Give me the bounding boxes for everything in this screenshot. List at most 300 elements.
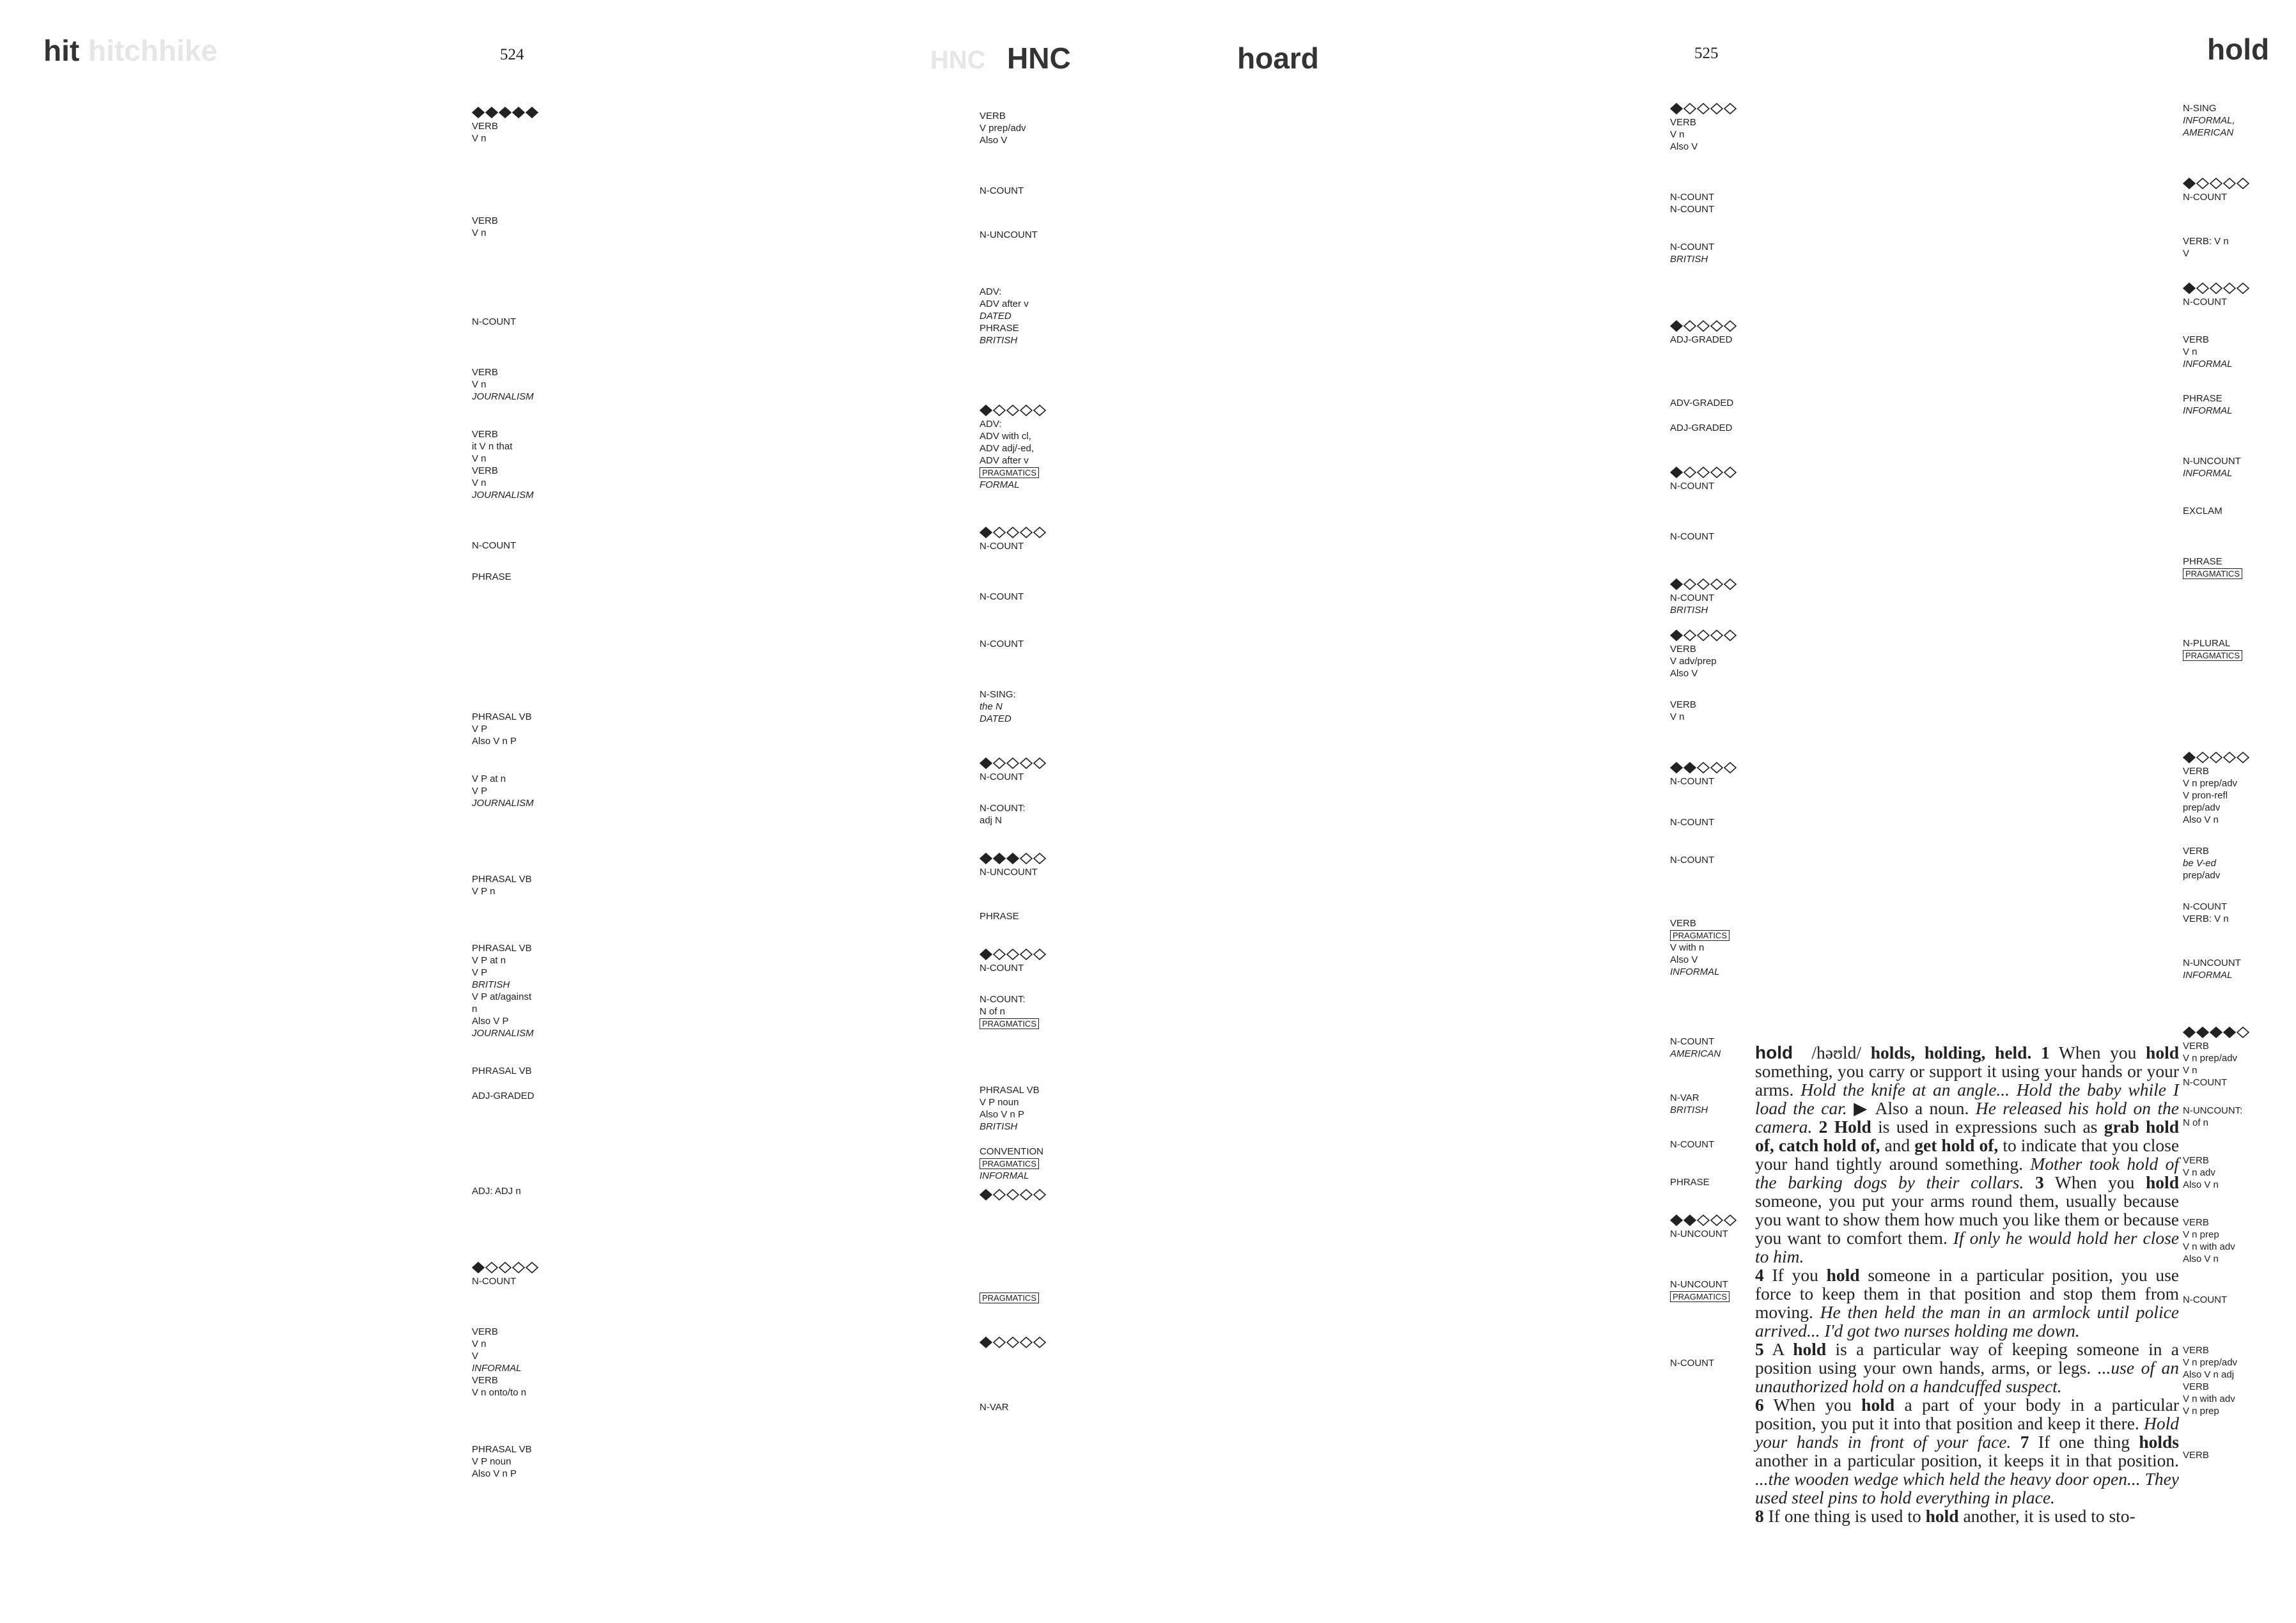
frequency-diamonds-icon	[472, 1261, 568, 1275]
grammar-label: JOURNALISM	[472, 391, 534, 402]
grammar-label: N-UNCOUNT	[2183, 456, 2241, 467]
grammar-label: N-COUNT	[980, 591, 1024, 602]
sense-text: When you	[1773, 1395, 1852, 1415]
sense-keyword: get hold of,	[1914, 1135, 1999, 1155]
margin-label-block	[1670, 1036, 1766, 1060]
margin-column-1	[472, 87, 568, 1480]
grammar-label: Also V n P	[980, 1109, 1025, 1120]
margin-label-block	[472, 942, 568, 1039]
empty-diamond-icon	[2237, 283, 2249, 293]
grammar-label: VERB	[2183, 1381, 2209, 1392]
margin-label-block	[472, 773, 568, 809]
margin-label-block	[472, 711, 568, 747]
grammar-label: V n prep/adv	[2183, 1357, 2238, 1368]
grammar-label: VERB	[980, 111, 1006, 121]
filled-diamond-icon	[499, 107, 511, 118]
empty-diamond-icon	[1034, 1190, 1045, 1200]
margin-label-block	[980, 526, 1082, 552]
empty-diamond-icon	[513, 1262, 524, 1273]
grammar-label: VERB: V n	[2183, 236, 2229, 247]
grammar-label: N-COUNT	[980, 541, 1024, 552]
sense-keyword: hold	[1861, 1395, 1895, 1415]
grammar-label: N-VAR	[980, 1402, 1009, 1413]
margin-label-block	[2183, 845, 2285, 881]
empty-diamond-icon	[1698, 763, 1709, 773]
grammar-label: VERB	[472, 465, 498, 476]
empty-diamond-icon	[1698, 1215, 1709, 1225]
filled-diamond-icon	[980, 1337, 992, 1347]
filled-diamond-icon	[980, 758, 992, 768]
grammar-label: ADV:	[980, 286, 1002, 297]
grammar-label: N-UNCOUNT	[1670, 1229, 1728, 1239]
sense-keyword: hold	[1793, 1339, 1827, 1359]
grammar-label: N-COUNT	[1670, 1036, 1715, 1047]
grammar-label: Also V n	[2183, 814, 2219, 825]
filled-diamond-icon	[472, 1262, 484, 1273]
margin-label-block	[1670, 102, 1766, 153]
boxed-label: PRAGMATICS	[980, 1293, 1039, 1303]
grammar-label: Also V P	[472, 1016, 509, 1027]
grammar-label: VERB	[2183, 1041, 2209, 1052]
sense-number: 4	[1755, 1265, 1764, 1285]
sense-number: 8	[1755, 1506, 1764, 1526]
grammar-label: N of n	[980, 1006, 1006, 1017]
grammar-label: PHRASAL VB	[472, 874, 532, 885]
grammar-label: N-COUNT	[1670, 242, 1715, 252]
grammar-label: PHRASAL VB	[472, 1066, 532, 1076]
sense-number: 2	[1818, 1117, 1828, 1137]
margin-label-block	[1670, 578, 1766, 616]
grammar-label: N-COUNT	[980, 963, 1024, 974]
filled-diamond-icon	[513, 107, 524, 118]
margin-label-block	[1670, 1092, 1766, 1116]
grammar-label: V P at n	[472, 773, 506, 784]
empty-diamond-icon	[526, 1262, 538, 1273]
grammar-label: VERB: V n	[2183, 913, 2229, 924]
right-guide-word: hold	[2207, 33, 2270, 66]
frequency-diamonds-icon	[1670, 578, 1766, 592]
grammar-label: V n	[472, 228, 487, 238]
sense-text: When you	[2054, 1172, 2135, 1192]
filled-diamond-icon	[1671, 467, 1682, 478]
grammar-label: V	[2183, 248, 2190, 259]
pragmatics-box	[980, 1158, 1082, 1170]
grammar-label: CONVENTION	[980, 1146, 1044, 1157]
margin-label-block	[1670, 1357, 1766, 1369]
margin-label-block	[980, 1084, 1082, 1133]
margin-label-block	[472, 540, 568, 552]
empty-diamond-icon	[1711, 104, 1722, 114]
sense-text: is a particular way of keeping someone in a position using your own hands, arms, or legs.	[1755, 1339, 2180, 1378]
empty-diamond-icon	[1034, 853, 1045, 864]
grammar-label: PHRASAL VB	[980, 1085, 1040, 1096]
margin-label-block	[1670, 422, 1766, 434]
empty-diamond-icon	[1698, 630, 1709, 641]
empty-diamond-icon	[994, 1337, 1005, 1347]
empty-diamond-icon	[1020, 758, 1032, 768]
grammar-label: ADV after v	[980, 455, 1029, 466]
sense-text: someone in a particular position, you use force to keep them in that position and stop them from moving.	[1755, 1265, 2180, 1322]
grammar-label: N-COUNT	[2183, 901, 2228, 912]
grammar-label: BRITISH	[1670, 1105, 1708, 1115]
margin-label-block	[2183, 1105, 2285, 1129]
grammar-label: VERB	[2183, 334, 2209, 345]
grammar-label: PHRASAL VB	[472, 943, 532, 954]
filled-diamond-icon	[486, 107, 497, 118]
sense-example: ...the wooden wedge which held the heavy door open... They used steel pins to hold everything in place.	[1755, 1469, 2179, 1507]
margin-label-block	[980, 229, 1082, 241]
empty-diamond-icon	[1711, 1215, 1722, 1225]
grammar-label: prep/adv	[2183, 802, 2221, 813]
margin-label-block	[472, 1326, 568, 1399]
margin-label-block	[2183, 392, 2285, 417]
empty-diamond-icon	[2197, 283, 2208, 293]
frequency-diamonds-icon	[980, 526, 1082, 540]
grammar-label: N-COUNT	[1670, 204, 1715, 215]
frequency-diamonds-icon	[472, 106, 568, 120]
empty-diamond-icon	[1007, 1337, 1019, 1347]
grammar-label: ADJ-GRADED	[1670, 334, 1733, 345]
grammar-label: PHRASE	[2183, 393, 2222, 404]
grammar-label: VERB	[472, 429, 498, 440]
grammar-label: ADV adj/-ed,	[980, 443, 1035, 454]
margin-label-block	[2183, 1449, 2285, 1461]
margin-label-block	[2183, 455, 2285, 479]
grammar-label: V n adv	[2183, 1167, 2215, 1178]
margin-column-2	[980, 91, 1082, 1413]
margin-label-block	[1670, 761, 1766, 788]
entry-sense-4	[1755, 1266, 2179, 1340]
grammar-label: N-SING:	[980, 689, 1016, 700]
grammar-label: PHRASE	[980, 911, 1019, 922]
grammar-label: N-COUNT	[472, 316, 517, 327]
empty-diamond-icon	[2210, 283, 2222, 293]
sense-example: Hold the knife at an angle... Hold the baby while I load the car.	[1755, 1080, 2179, 1118]
grammar-label: ADV after v	[980, 299, 1029, 309]
sense-text: something, you carry or support it using your hands or your arms.	[1755, 1061, 2179, 1099]
margin-label-block	[1670, 1278, 1766, 1303]
grammar-label: V n	[472, 133, 487, 144]
grammar-label: JOURNALISM	[472, 1028, 534, 1039]
margin-label-block	[1670, 531, 1766, 543]
grammar-label: JOURNALISM	[472, 798, 534, 809]
margin-label-block	[2183, 901, 2285, 925]
grammar-label: N-COUNT	[472, 540, 517, 551]
grammar-label: V prep/adv	[980, 123, 1026, 134]
bleed-through-heading: hitchhike	[88, 34, 217, 67]
boxed-label: PRAGMATICS	[1670, 930, 1730, 941]
grammar-label: VERB	[2183, 1450, 2209, 1461]
filled-diamond-icon	[2183, 1027, 2195, 1037]
grammar-label: Also V n	[2183, 1179, 2219, 1190]
sense-text: is used in expressions such as	[1878, 1117, 2098, 1137]
empty-diamond-icon	[1034, 758, 1045, 768]
sense-keyword: hold	[1826, 1265, 1860, 1285]
sense-text: a part of your body in a particular position, you put it into that position and keep it there.	[1755, 1395, 2179, 1433]
margin-label-block	[472, 571, 568, 583]
margin-label-block	[980, 757, 1082, 783]
grammar-label: INFORMAL	[2183, 359, 2233, 369]
grammar-label: VERB	[2183, 1217, 2209, 1228]
grammar-label: BRITISH	[980, 1121, 1018, 1132]
boxed-label: PRAGMATICS	[2183, 650, 2242, 661]
grammar-label: V P n	[472, 886, 496, 897]
empty-diamond-icon	[1711, 763, 1722, 773]
grammar-label: PHRASAL VB	[472, 711, 532, 722]
empty-diamond-icon	[1711, 321, 1722, 331]
filled-diamond-icon	[980, 853, 992, 864]
grammar-label: N-COUNT	[2183, 1077, 2228, 1088]
grammar-label: PHRASE	[1670, 1177, 1710, 1188]
grammar-label: VERB	[2183, 1155, 2209, 1166]
sense-example: If only he would hold her close to him.	[1755, 1228, 2180, 1266]
margin-label-block	[2183, 1154, 2285, 1191]
filled-diamond-icon	[1671, 1215, 1682, 1225]
frequency-diamonds-icon	[980, 948, 1082, 962]
empty-diamond-icon	[1020, 949, 1032, 959]
margin-label-block	[980, 110, 1082, 146]
margin-label-block	[2183, 1294, 2285, 1306]
empty-diamond-icon	[1724, 1215, 1736, 1225]
empty-diamond-icon	[994, 758, 1005, 768]
sense-keyword: hold	[2146, 1043, 2180, 1062]
grammar-label: VERB	[1670, 699, 1696, 710]
grammar-label: V n	[472, 453, 487, 464]
empty-diamond-icon	[1034, 1337, 1045, 1347]
sense-number: 3	[2034, 1172, 2044, 1192]
pragmatics-box	[2183, 649, 2285, 662]
grammar-label: VERB	[2183, 766, 2209, 777]
margin-label-block	[1670, 191, 1766, 215]
margin-label-block	[1670, 1214, 1766, 1240]
margin-label-block	[980, 910, 1082, 922]
margin-label-block	[980, 286, 1082, 346]
sense-example: He then held the man in an armlock until police arrived... I'd got two nurses holding me down.	[1755, 1302, 2179, 1340]
margin-label-block	[472, 428, 568, 501]
bleed-through-heading-2: HNC	[930, 46, 986, 74]
grammar-label: INFORMAL	[2183, 468, 2233, 479]
margin-label-block	[980, 1145, 1082, 1182]
grammar-label: ADJ: ADJ n	[472, 1186, 521, 1197]
grammar-label: PHRASE	[472, 571, 512, 582]
sense-text: ▶ Also a noun.	[1854, 1098, 1969, 1118]
margin-label-block	[472, 316, 568, 328]
sense-text: and	[1884, 1135, 1910, 1155]
sense-example: Mother took hold of the barking dogs by their collars.	[1755, 1154, 2180, 1192]
grammar-label: N-UNCOUNT	[1670, 1279, 1728, 1290]
grammar-label: V n	[1670, 129, 1685, 140]
sense-text: someone, you put your arms round them, usually because you want to show them how much you like them or because you want to comfort them.	[1755, 1191, 2179, 1248]
sense-text: another in a particular position, it keeps it in that position.	[1755, 1450, 2179, 1470]
grammar-label: Also V n P	[472, 1468, 517, 1479]
empty-diamond-icon	[2237, 752, 2249, 763]
margin-label-block	[1670, 1176, 1766, 1188]
filled-diamond-icon	[1671, 630, 1682, 641]
empty-diamond-icon	[994, 1190, 1005, 1200]
pragmatics-box	[980, 1018, 1082, 1030]
empty-diamond-icon	[1684, 321, 1696, 331]
grammar-label: N-COUNT	[2183, 1294, 2228, 1305]
sense-keyword: hold	[2146, 1172, 2179, 1192]
grammar-label: INFORMAL	[2183, 405, 2233, 416]
grammar-label: DATED	[980, 311, 1011, 322]
left-page-number: 524	[500, 46, 524, 63]
empty-diamond-icon	[2197, 178, 2208, 189]
empty-diamond-icon	[1034, 949, 1045, 959]
margin-label-block	[2183, 751, 2285, 826]
grammar-label: BRITISH	[1670, 605, 1708, 616]
empty-diamond-icon	[1724, 630, 1736, 641]
sense-keyword: hold	[1925, 1506, 1959, 1526]
margin-label-block	[2183, 235, 2285, 260]
grammar-label: V n with adv	[2183, 1394, 2235, 1404]
empty-diamond-icon	[994, 405, 1005, 415]
empty-diamond-icon	[2210, 752, 2222, 763]
margin-label-block	[472, 366, 568, 403]
entry-sense-5	[1755, 1340, 2179, 1395]
margin-label-block	[472, 1090, 568, 1102]
grammar-label: V n	[472, 478, 487, 488]
frequency-diamonds-icon	[2183, 282, 2285, 296]
grammar-label: VERB	[472, 1326, 498, 1337]
grammar-label: VERB	[1670, 918, 1696, 929]
margin-label-block	[2183, 637, 2285, 662]
margin-label-block	[1670, 320, 1766, 346]
grammar-label: VERB	[1670, 117, 1696, 128]
filled-diamond-icon	[2197, 1027, 2208, 1037]
grammar-label: V adv/prep	[1670, 656, 1717, 667]
empty-diamond-icon	[2224, 752, 2235, 763]
filled-diamond-icon	[2183, 178, 2195, 189]
empty-diamond-icon	[994, 527, 1005, 538]
grammar-label: V n prep	[2183, 1229, 2219, 1240]
grammar-label: V n prep/adv	[2183, 778, 2238, 789]
grammar-label: Also V n adj	[2183, 1369, 2235, 1380]
margin-label-block	[1670, 397, 1766, 409]
margin-label-block	[980, 404, 1082, 491]
boxed-label: PRAGMATICS	[2183, 568, 2242, 579]
center-guide: HNC	[1007, 42, 1071, 75]
grammar-label: V n prep	[2183, 1406, 2219, 1417]
margin-label-block	[472, 215, 568, 239]
empty-diamond-icon	[1724, 467, 1736, 478]
margin-label-block	[980, 688, 1082, 725]
grammar-label: ADV with cl,	[980, 431, 1031, 442]
grammar-label: Also V	[1670, 668, 1698, 679]
boxed-label: PRAGMATICS	[980, 1018, 1039, 1029]
empty-diamond-icon	[1007, 949, 1019, 959]
filled-diamond-icon	[1007, 853, 1019, 864]
filled-diamond-icon	[2224, 1027, 2235, 1037]
grammar-label: BRITISH	[1670, 254, 1708, 265]
grammar-label: V P	[472, 724, 488, 734]
grammar-label: V pron-refl	[2183, 790, 2228, 801]
empty-diamond-icon	[1007, 405, 1019, 415]
sense-number: 6	[1755, 1395, 1764, 1415]
margin-label-block	[2183, 102, 2285, 139]
margin-label-block	[980, 185, 1082, 197]
empty-diamond-icon	[486, 1262, 497, 1273]
grammar-label: N-UNCOUNT	[2183, 958, 2241, 968]
empty-diamond-icon	[1711, 579, 1722, 589]
margin-label-block	[472, 1065, 568, 1077]
sense-text: A	[1772, 1339, 1784, 1359]
frequency-diamonds-icon	[1670, 102, 1766, 116]
empty-diamond-icon	[1711, 467, 1722, 478]
grammar-label: V n prep/adv	[2183, 1053, 2238, 1064]
empty-diamond-icon	[1020, 1337, 1032, 1347]
frequency-diamonds-icon	[2183, 177, 2285, 191]
filled-diamond-icon	[1671, 104, 1682, 114]
grammar-label: V n	[472, 379, 487, 390]
grammar-label: N-COUNT	[1670, 531, 1715, 542]
margin-label-block	[2183, 505, 2285, 517]
entry-sense-8	[1755, 1507, 2179, 1525]
grammar-label: JOURNALISM	[472, 490, 534, 501]
sense-text: If one thing is used to	[1768, 1506, 1921, 1526]
grammar-label: N-COUNT	[980, 185, 1024, 196]
sense-text: another, it is used to sto-	[1963, 1506, 2136, 1526]
sense-example: Hold your hands in front of your face.	[1755, 1413, 2180, 1452]
grammar-label: VERB	[2183, 1345, 2209, 1356]
grammar-label: V n onto/to n	[472, 1387, 527, 1398]
grammar-label: N-COUNT	[1670, 593, 1715, 603]
grammar-label: ADV-GRADED	[1670, 398, 1734, 408]
grammar-label: V n with adv	[2183, 1241, 2235, 1252]
grammar-label: N-SING	[2183, 103, 2217, 114]
empty-diamond-icon	[1007, 1190, 1019, 1200]
grammar-label: BRITISH	[980, 335, 1018, 346]
sense-keyword: grab hold of, catch hold of,	[1755, 1117, 2180, 1155]
grammar-label: V P	[472, 967, 488, 978]
empty-diamond-icon	[1698, 467, 1709, 478]
empty-diamond-icon	[2210, 178, 2222, 189]
grammar-label: V n	[2183, 346, 2198, 357]
sense-example: ...use of an unauthorized hold on a handcuffed suspect.	[1755, 1358, 2179, 1396]
filled-diamond-icon	[980, 405, 992, 415]
sense-text: If one thing	[2038, 1432, 2130, 1452]
margin-label-block	[2183, 282, 2285, 308]
filled-diamond-icon	[2183, 752, 2195, 763]
empty-diamond-icon	[1698, 579, 1709, 589]
filled-diamond-icon	[1671, 763, 1682, 773]
dictionary-entry-hold	[1755, 1043, 2179, 1525]
boxed-label: PRAGMATICS	[980, 467, 1039, 478]
grammar-label: N-COUNT	[2183, 192, 2228, 203]
pragmatics-box	[980, 467, 1082, 479]
empty-diamond-icon	[2224, 283, 2235, 293]
filled-diamond-icon	[980, 949, 992, 959]
pragmatics-box	[2183, 568, 2285, 580]
grammar-label: N-COUNT	[1670, 855, 1715, 866]
grammar-label: VERB	[1670, 644, 1696, 655]
grammar-label: prep/adv	[2183, 870, 2221, 881]
grammar-label: VERB	[472, 1375, 498, 1386]
sense-text: to indicate that you close your hand tightly around something.	[1755, 1135, 2180, 1174]
grammar-label: Also V	[980, 135, 1008, 146]
sense-keyword: holds	[2139, 1432, 2180, 1452]
frequency-diamonds-icon	[2183, 751, 2285, 765]
sense-example: He released his hold on the camera.	[1755, 1098, 2180, 1137]
margin-label-block	[1670, 816, 1766, 828]
grammar-label: Also V n P	[472, 736, 517, 747]
empty-diamond-icon	[1684, 467, 1696, 478]
grammar-label: AMERICAN	[1670, 1048, 1721, 1059]
grammar-label: V P at n	[472, 955, 506, 966]
grammar-label: N-COUNT	[1670, 1358, 1715, 1369]
frequency-diamonds-icon	[980, 852, 1082, 866]
margin-label-block	[2183, 177, 2285, 203]
